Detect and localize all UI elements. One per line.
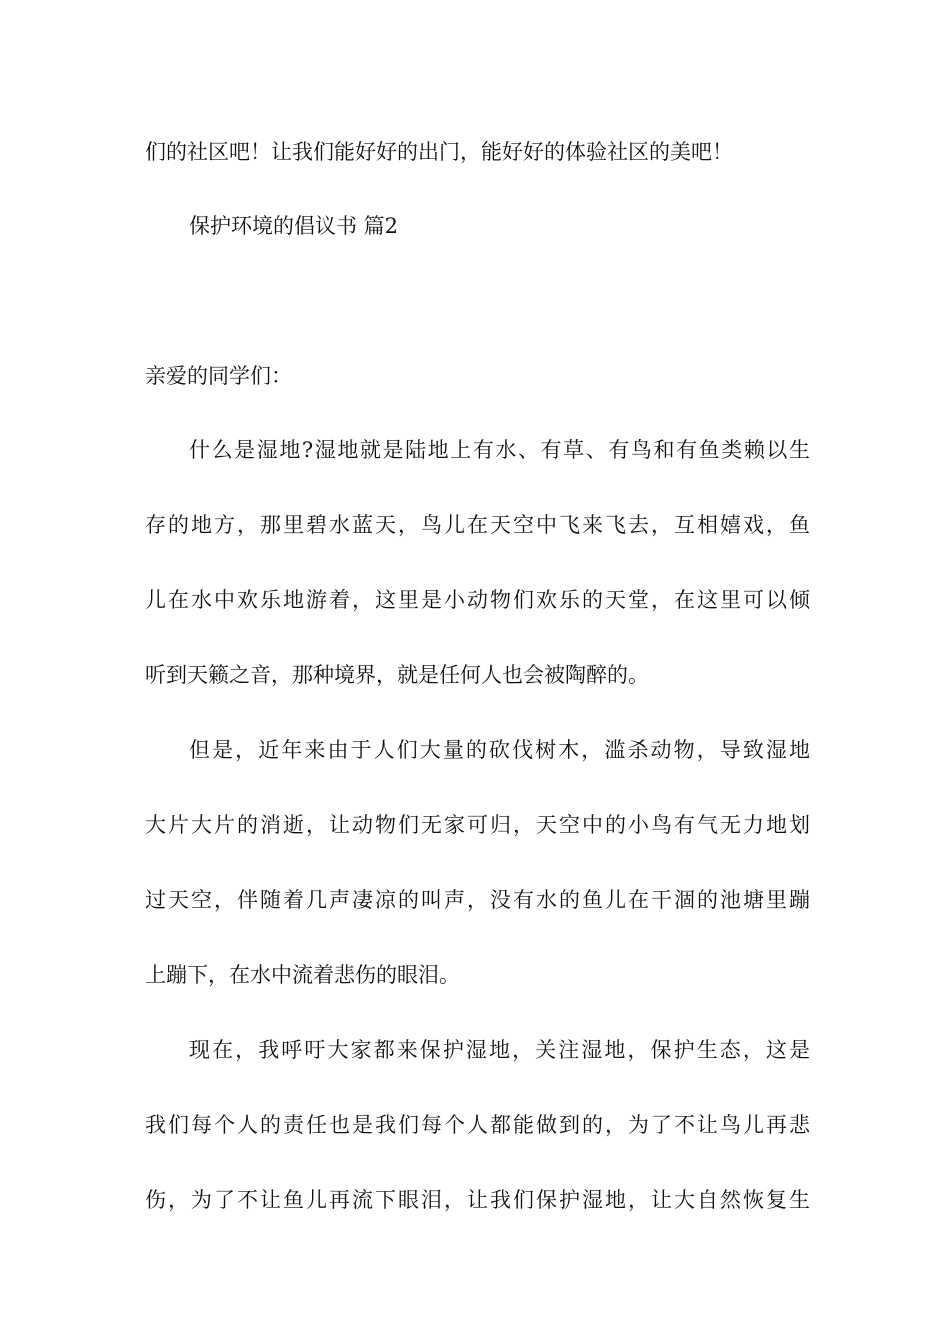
text-line: 什么是湿地?湿地就是陆地上有水、有草、有鸟和有鱼类赖以生: [189, 438, 810, 462]
text-line: 我们每个人的责任也是我们每个人都能做到的，为了不让鸟儿再悲: [145, 1113, 810, 1137]
text-line: 伤，为了不让鱼儿再流下眼泪，让我们保护湿地，让大自然恢复生: [145, 1188, 810, 1212]
text-line: 大片大片的消逝，让动物们无家可归，天空中的小鸟有气无力地划: [145, 813, 810, 837]
text-line: 听到天籁之音，那种境界，就是任何人也会被陶醉的。: [145, 663, 649, 687]
text-line: 但是，近年来由于人们大量的砍伐树木，滥杀动物，导致湿地: [189, 738, 810, 762]
salutation: 亲爱的同学们：: [145, 364, 292, 388]
text-line: 现在，我呼吁大家都来保护湿地，关注湿地，保护生态，这是: [189, 1038, 810, 1062]
text-line: 上蹦下，在水中流着悲伤的眼泪。: [145, 963, 460, 987]
text-line: 儿在水中欢乐地游着，这里是小动物们欢乐的天堂，在这里可以倾: [145, 588, 810, 612]
section-heading: 保护环境的倡议书 篇2: [189, 214, 399, 238]
text-line: 过天空，伴随着几声凄凉的叫声，没有水的鱼儿在干涸的池塘里蹦: [145, 888, 810, 912]
text-line: 们的社区吧！让我们能好好的出门，能好好的体验社区的美吧！: [145, 140, 733, 164]
text-line: 存的地方，那里碧水蓝天，鸟儿在天空中飞来飞去，互相嬉戏，鱼: [145, 513, 810, 537]
